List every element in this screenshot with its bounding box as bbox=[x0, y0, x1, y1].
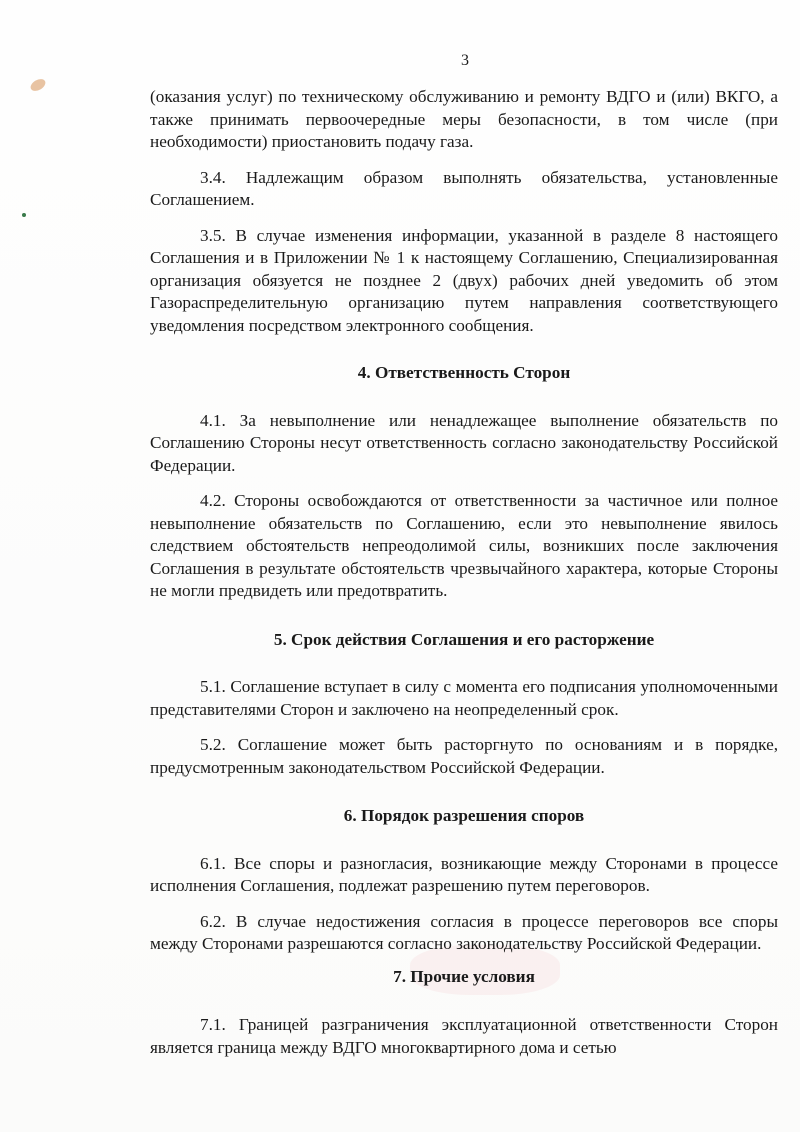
paragraph-4-1: 4.1. За невыполнение или ненадлежащее выполнение обязательств по Соглашению Стороны несут ответственность согласно законодательству Российской Федерации. bbox=[150, 410, 778, 475]
section-heading-7: 7. Прочие условия bbox=[393, 966, 535, 986]
section-heading-5: 5. Срок действия Соглашения и его расторжение bbox=[273, 629, 655, 649]
paragraph-5-2: 5.2. Соглашение может быть расторгнуто по основаниям и в порядке, предусмотренным законодательством Российской Федерации. bbox=[150, 735, 778, 777]
paragraph-6-2: 6.2. В случае недостижения согласия в процессе переговоров все споры между Сторонами разрешаются согласно законодательству Российской Федерации. bbox=[150, 911, 778, 953]
paragraph-3-5: 3.5. В случае изменения информации, указанной в разделе 8 настоящего Соглашения и в Приложении № 1 к настоящему Соглашению, Специализированная организация обязуется не позднее 2 (двух) рабочих дней уведомить об этом Газораспределительную организацию путем направления соответствующего уведомления посредством электронного сообщения. bbox=[150, 225, 778, 335]
page-number: 3 bbox=[461, 52, 469, 69]
document-body bbox=[150, 86, 778, 1059]
paragraph-3-3-continued: (оказания услуг) по техническому обслуживанию и ремонту ВДГО и (или) ВКГО, а также принимать первоочередные меры безопасности, в том числе (при необходимости) приостановить подачу газа. bbox=[150, 87, 778, 151]
section-heading-6: 6. Порядок разрешения споров bbox=[343, 806, 585, 825]
paragraph-4-2: 4.2. Стороны освобождаются от ответственности за частичное или полное невыполнение обязательств по Соглашению, если это невыполнение явилось следствием обстоятельств непреодолимой силы, возникших после заключения Соглашения в результате обстоятельств чрезвычайного характера, которые Стороны не могли предвидеть или предотвратить. bbox=[150, 491, 778, 600]
paragraph-6-1: 6.1. Все споры и разногласия, возникающие между Сторонами в процессе исполнения Соглашения, подлежат разрешению путем переговоров. bbox=[150, 853, 778, 895]
scan-blemish bbox=[29, 77, 48, 94]
paragraph-3-4: 3.4. Надлежащим образом выполнять обязательства, установленные Соглашением. bbox=[150, 167, 778, 209]
paragraph-7-1: 7.1. Границей разграничения эксплуатационной ответственности Сторон является граница между ВДГО многоквартирного дома и сетью bbox=[150, 1015, 778, 1057]
scan-dot bbox=[22, 213, 26, 217]
paragraph-5-1: 5.1. Соглашение вступает в силу с момента его подписания уполномоченными представителями Сторон и заключено на неопределенный срок. bbox=[150, 677, 778, 719]
section-heading-4: 4. Ответственность Сторон bbox=[357, 363, 571, 382]
